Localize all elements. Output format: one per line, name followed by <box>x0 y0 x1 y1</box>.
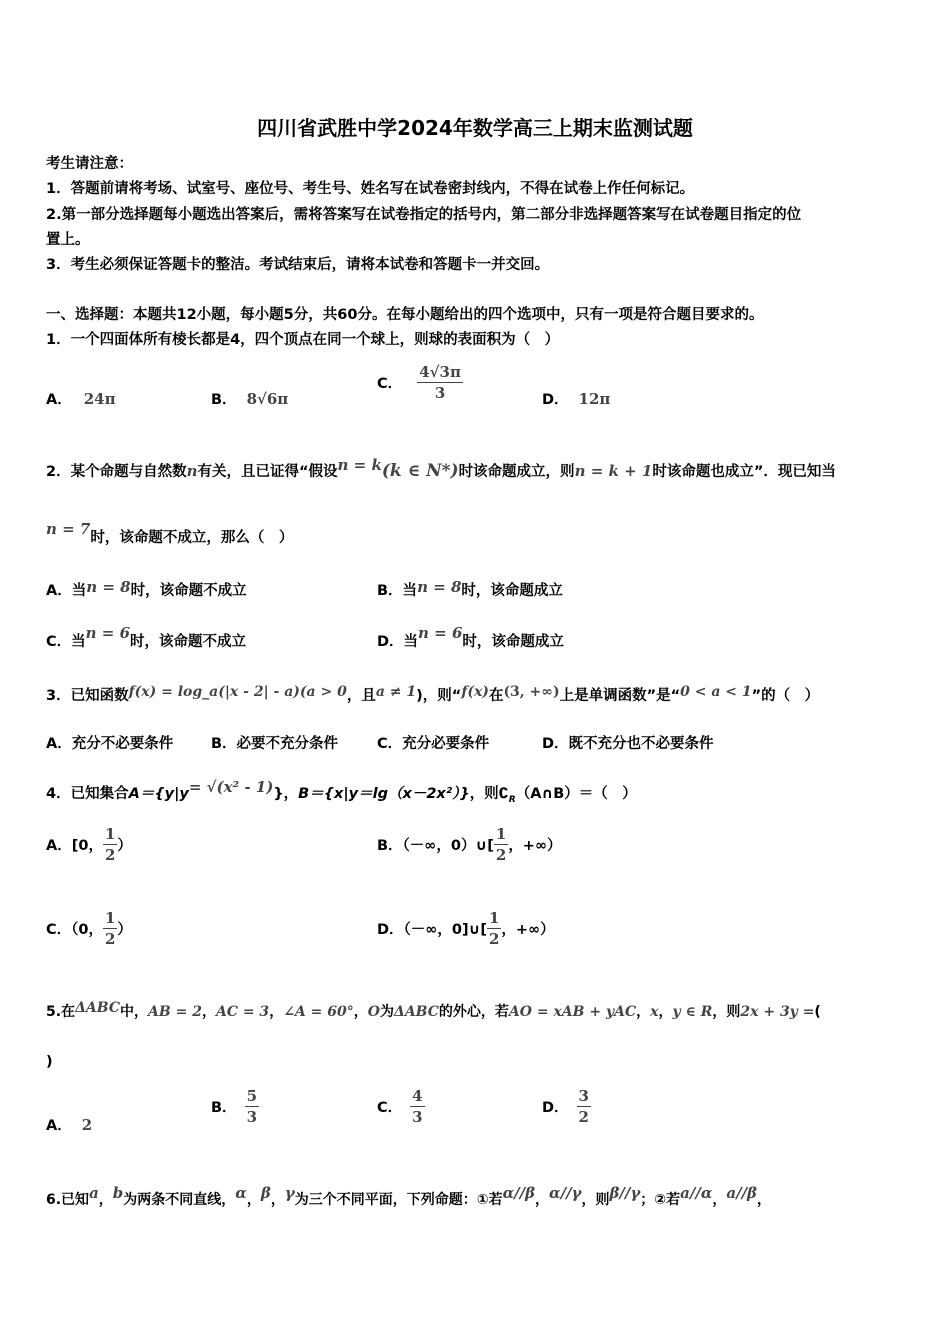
fraction: $\frac{4}{3}$ <box>412 1087 423 1126</box>
q1-option-a <box>46 388 116 409</box>
question-6-stem: 6.已知a，b为两条不同直线，α，β，γ为三个不同平面，下列命题：①若α//β，α//γ，则β//γ；②若a//α，a//β， <box>46 1184 772 1208</box>
fraction: $\frac{1}{2}$ <box>104 825 116 864</box>
option-value: 24π <box>83 390 116 408</box>
option-value: 12π <box>578 390 611 408</box>
question-2-cont: n = 7时，该命题不成立，那么（ ） <box>46 520 294 546</box>
q5-option-a: A． 2 <box>46 1116 93 1134</box>
q5-option-c: C． $\frac{4}{3}$ <box>377 1087 423 1126</box>
question-2-stem: 2．某个命题与自然数n有关，且已证得“假设n = k(k ∈ N*)时该命题成立，则n = k + 1时该命题也成立”．现已知当 <box>46 456 836 481</box>
notice-item-3: 3．考生必须保证答题卡的整洁。考试结束后，请将本试卷和答题卡一并交回。 <box>46 257 550 273</box>
q3-option-d: D．既不充分也不必要条件 <box>542 736 714 752</box>
q2-option-d: D．当n = 6时，该命题成立 <box>377 624 564 650</box>
question-5-stem: 5.在ΔABC中，AB = 2，AC = 3，∠A = 60°，O为ΔABC的外心，若AO = xAB + yAC，x，y ∈ R，则2x + 3y =( <box>46 1000 821 1020</box>
q2-option-c: C．当n = 6时，该命题不成立 <box>46 624 247 650</box>
question-1-stem: 1．一个四面体所有棱长都是4，四个顶点在同一个球上，则球的表面积为（ ） <box>46 332 560 348</box>
q2-option-b: B．当n = 8时，该命题成立 <box>377 578 563 599</box>
q3-option-c: C．充分必要条件 <box>377 736 490 752</box>
q3-option-b: B．必要不充分条件 <box>211 736 339 752</box>
notice-item-2: 2.第一部分选择题每小题选出答案后，需将答案写在试卷指定的括号内，第二部分非选择题答案写在试卷题目指定的位 <box>46 207 802 223</box>
fraction: $\frac{5}{3}$ <box>246 1087 257 1126</box>
q1-option-c <box>377 364 463 401</box>
question-4-stem: 4．已知集合A＝{y|y= √(x² - 1)}，B＝{x|y＝lg（x－2x²）}，则$∁_R(A\cap B)=$（ ） <box>46 778 637 805</box>
fraction: $\frac{1}{2}$ <box>495 825 507 864</box>
q1-option-d <box>542 388 610 409</box>
option-label: B． <box>211 392 237 408</box>
section-heading: 一、选择题：本题共12小题，每小题5分，共60分。在每小题给出的四个选项中，只有一项是符合题目要求的。 <box>46 307 764 323</box>
notice-item-1: 1．答题前请将考场、试室号、座位号、考生号、姓名写在试卷密封线内，不得在试卷上作任何标记。 <box>46 181 695 197</box>
fraction: $\frac{3}{2}$ <box>578 1087 589 1126</box>
q4-option-c: C．（0， $\frac{1}{2}$ ） <box>46 909 132 948</box>
notice-item-2-cont: 置上。 <box>46 232 90 248</box>
option-label: C． <box>377 376 403 392</box>
q5-option-d: D． $\frac{3}{2}$ <box>542 1087 589 1126</box>
fraction: $\frac{4√3\pi}{3}$ <box>419 363 461 402</box>
fraction: $\frac{1}{2}$ <box>488 909 500 948</box>
q3-option-a: A．充分不必要条件 <box>46 736 174 752</box>
q1-option-b <box>211 388 288 409</box>
q5-option-b: B． $\frac{5}{3}$ <box>211 1087 257 1126</box>
option-label: A． <box>46 392 72 408</box>
q2-option-a: A．当n = 8时，该命题不成立 <box>46 578 247 599</box>
page-title: 四川省武胜中学2024年数学高三上期末监测试题 <box>257 116 693 140</box>
fraction: $\frac{1}{2}$ <box>104 909 116 948</box>
notice-heading: 考生请注意： <box>46 156 133 172</box>
option-value: 8√6π <box>246 390 289 408</box>
question-3-stem: 3．已知函数f(x) = log_a(|x - 2| - a)(a > 0，且a ≠ 1)，则“f(x)在(3, +∞)上是单调函数”是“0 < a < 1”的（ ） <box>46 684 820 704</box>
option-label: D． <box>542 392 569 408</box>
q4-option-a: A．[0， $\frac{1}{2}$ ） <box>46 825 132 864</box>
q4-option-d: D．（－∞，0]∪[ $\frac{1}{2}$ ，+∞） <box>377 909 555 948</box>
question-5-cont: ) <box>46 1054 53 1070</box>
q4-option-b: B．（－∞，0）∪[ $\frac{1}{2}$ ，+∞） <box>377 825 562 864</box>
